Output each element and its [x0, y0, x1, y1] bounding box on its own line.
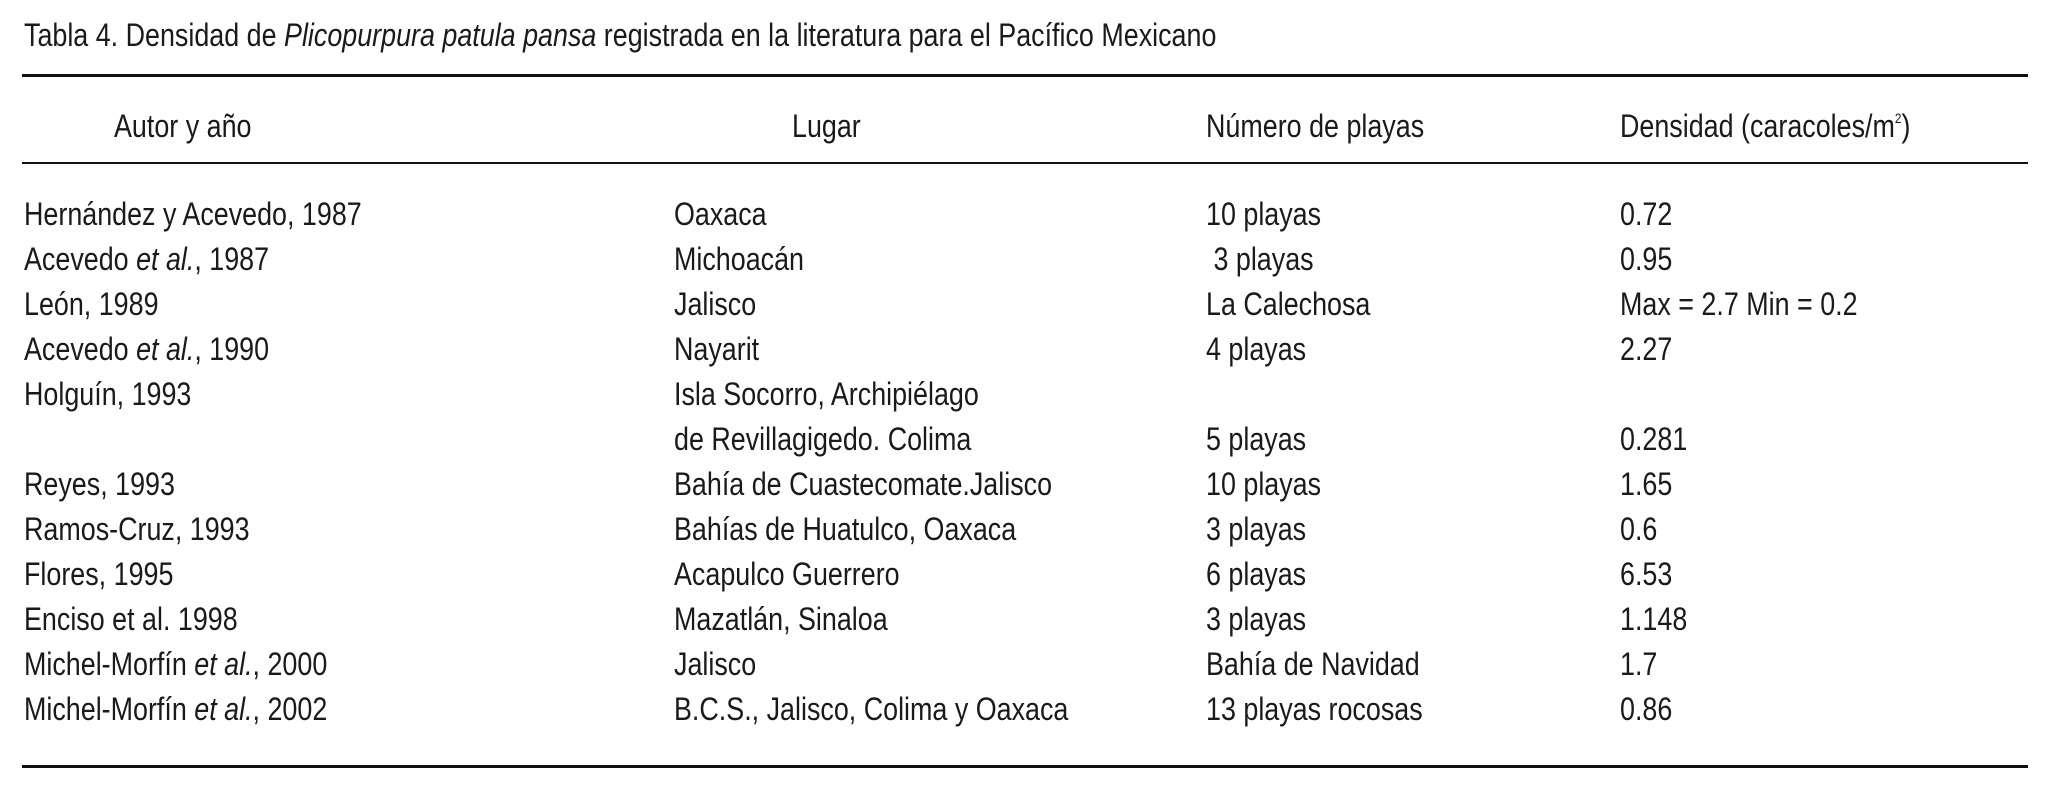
cell-place-line2: de Revillagigedo. Colima: [674, 421, 972, 457]
cell-density: 0.6: [1620, 511, 1658, 547]
header-place: Lugar: [792, 108, 861, 144]
cell-author: Flores, 1995: [24, 556, 174, 592]
author-name: Michel-Morfín: [24, 646, 195, 682]
author-etal: et al.: [136, 241, 195, 277]
cell-author: [24, 237, 269, 282]
caption-suffix: registrada en la literatura para el Pacífico Mexicano: [596, 17, 1217, 53]
header-density-label: Densidad (caracoles/m: [1620, 108, 1895, 144]
header-density-sup: 2: [1894, 110, 1902, 126]
cell-beaches: 3 playas: [1206, 601, 1307, 637]
cell-beaches: 5 playas: [1206, 421, 1307, 457]
cell-author: León, 1989: [24, 286, 159, 322]
table-caption: [24, 12, 1216, 58]
cell-beaches: 4 playas: [1206, 331, 1307, 367]
author-year: , 1990: [194, 331, 270, 367]
author-name: Michel-Morfín: [24, 691, 195, 727]
author-year: , 1987: [194, 241, 270, 277]
cell-place: Mazatlán, Sinaloa: [674, 601, 888, 637]
author-year: , 2000: [252, 646, 328, 682]
cell-density: 0.281: [1620, 421, 1688, 457]
cell-place: Acapulco Guerrero: [674, 556, 900, 592]
cell-place: Michoacán: [674, 241, 804, 277]
cell-place-line1: Isla Socorro, Archipiélago: [674, 376, 979, 412]
cell-author: [24, 687, 327, 732]
cell-beaches: 6 playas: [1206, 556, 1307, 592]
cell-beaches: 3 playas: [1206, 511, 1307, 547]
cell-place: Bahías de Huatulco, Oaxaca: [674, 511, 1017, 547]
cell-density: Max = 2.7 Min = 0.2: [1620, 286, 1858, 322]
cell-density: 1.148: [1620, 601, 1688, 637]
cell-place: B.C.S., Jalisco, Colima y Oaxaca: [674, 691, 1069, 727]
cell-beaches: Bahía de Navidad: [1206, 646, 1420, 682]
header-density: [1620, 104, 1910, 149]
cell-beaches: 10 playas: [1206, 466, 1322, 502]
caption-prefix: Tabla 4. Densidad de: [24, 17, 285, 53]
cell-author: Ramos-Cruz, 1993: [24, 511, 250, 547]
cell-place: Bahía de Cuastecomate.Jalisco: [674, 466, 1053, 502]
cell-density: 0.72: [1620, 196, 1673, 232]
author-etal: et al.: [136, 331, 195, 367]
header-author: Autor y año: [114, 108, 252, 144]
cell-density: 0.95: [1620, 241, 1673, 277]
caption-species: Plicopurpura patula pansa: [284, 17, 597, 53]
cell-density: 1.7: [1620, 646, 1658, 682]
cell-place: Jalisco: [674, 286, 757, 322]
cell-author: Hernández y Acevedo, 1987: [24, 196, 362, 232]
cell-density: 0.86: [1620, 691, 1673, 727]
cell-beaches: La Calechosa: [1206, 286, 1371, 322]
cell-beaches: 13 playas rocosas: [1206, 691, 1423, 727]
author-etal: et al.: [194, 646, 253, 682]
header-density-close: ): [1901, 108, 1911, 144]
cell-place: Oaxaca: [674, 196, 767, 232]
cell-author: Enciso et al. 1998: [24, 601, 238, 637]
cell-author: Reyes, 1993: [24, 466, 175, 502]
header-beaches: Número de playas: [1206, 108, 1425, 144]
cell-place: Jalisco: [674, 646, 757, 682]
author-year: , 2002: [252, 691, 328, 727]
cell-density: 6.53: [1620, 556, 1673, 592]
cell-beaches: 3 playas: [1206, 241, 1314, 277]
top-rule: [22, 74, 2028, 77]
author-name: Acevedo: [24, 241, 137, 277]
cell-author: [24, 327, 269, 372]
cell-density: 2.27: [1620, 331, 1673, 367]
cell-author: [24, 642, 327, 687]
cell-place: Nayarit: [674, 331, 760, 367]
cell-beaches: 10 playas: [1206, 196, 1322, 232]
cell-author: Holguín, 1993: [24, 376, 192, 412]
author-name: Acevedo: [24, 331, 137, 367]
author-etal: et al.: [194, 691, 253, 727]
bottom-rule: [22, 765, 2028, 768]
cell-density: 1.65: [1620, 466, 1673, 502]
header-rule: [22, 162, 2028, 164]
